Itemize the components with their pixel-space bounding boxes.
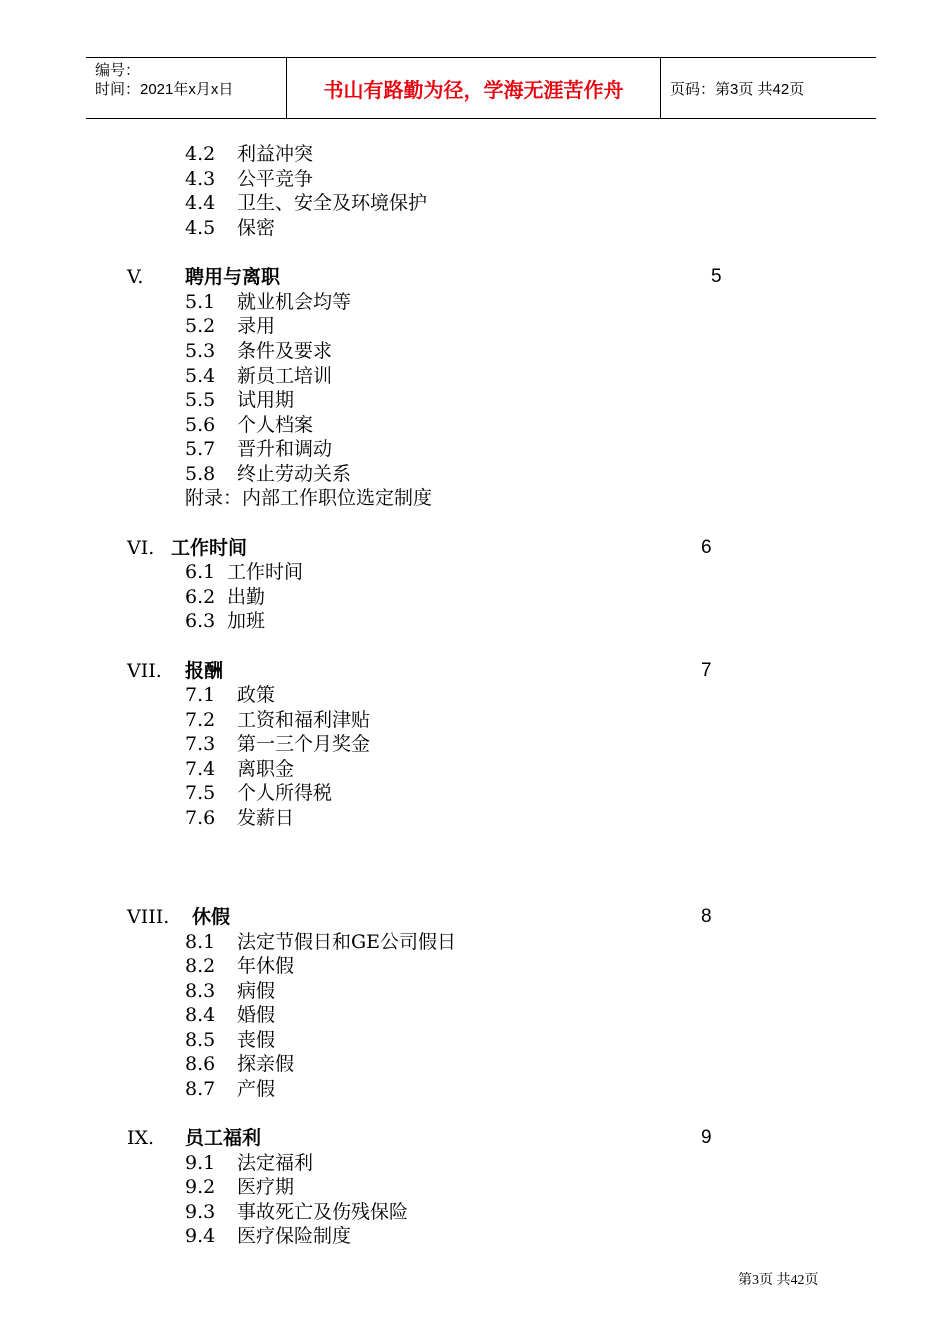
- toc-item: 5.5 试用期: [185, 389, 295, 411]
- page-footer: 第3页 共42页: [738, 1273, 819, 1288]
- toc-item: 5.2 录用: [185, 315, 276, 337]
- section-page: 8: [701, 906, 712, 927]
- toc-item: 8.6 探亲假: [185, 1053, 295, 1075]
- toc-item: 9.4 医疗保险制度: [185, 1225, 352, 1247]
- toc-item: 5.8 终止劳动关系: [185, 463, 352, 485]
- toc-item: 9.2 医疗期: [185, 1176, 295, 1198]
- page-header: [86, 57, 876, 119]
- toc-item: 8.4 婚假: [185, 1004, 276, 1026]
- toc-item: 6.2 出勤: [185, 586, 266, 608]
- header-meta: [86, 58, 286, 118]
- section-page: 7: [701, 660, 712, 681]
- section-numeral: VII.: [127, 660, 162, 682]
- toc-item: 5.1 就业机会均等: [185, 291, 352, 313]
- section-title: 工作时间: [171, 537, 248, 559]
- toc-item: 7.3 第一三个月奖金: [185, 733, 371, 755]
- toc-item: 7.6 发薪日: [185, 807, 295, 829]
- section-title: 报酬: [185, 660, 224, 682]
- section-numeral: V.: [127, 266, 144, 288]
- section-title: 聘用与离职: [185, 266, 281, 288]
- toc-appendix: 附录：内部工作职位选定制度: [185, 487, 433, 509]
- toc-item: 4.3 公平竞争: [185, 168, 314, 190]
- toc-item: 8.1 法定节假日和GE公司假日: [185, 931, 457, 953]
- toc-item: 8.2 年休假: [185, 955, 295, 977]
- toc-item: 5.7 晋升和调动: [185, 438, 333, 460]
- section-page: 6: [701, 537, 712, 558]
- toc-item: 8.3 病假: [185, 980, 276, 1002]
- toc-item: 8.7 产假: [185, 1078, 276, 1100]
- toc-item: 5.3 条件及要求: [185, 340, 333, 362]
- toc-item: 6.1 工作时间: [185, 561, 304, 583]
- section-page: 5: [711, 266, 722, 287]
- toc-item: 9.3 事故死亡及伤残保险: [185, 1201, 409, 1223]
- header-motto: 书山有路勤为径，学海无涯苦作舟: [286, 58, 661, 118]
- section-page: 9: [701, 1127, 712, 1148]
- toc-item: 6.3 加班: [185, 610, 266, 632]
- toc-item: 7.2 工资和福利津贴: [185, 709, 371, 731]
- toc-item: 7.1 政策: [185, 684, 276, 706]
- toc-item: 9.1 法定福利: [185, 1152, 314, 1174]
- section-numeral: VI.: [127, 537, 155, 559]
- section-title: 休假: [192, 906, 231, 928]
- header-page-label: 页码：第3页 共42页: [670, 80, 805, 98]
- number-label: 编号：: [95, 62, 141, 79]
- toc-item: 7.4 离职金: [185, 758, 295, 780]
- toc-item: 5.4 新员工培训: [185, 365, 333, 387]
- toc-item: 4.5 保密: [185, 217, 276, 239]
- section-numeral: IX.: [127, 1127, 155, 1149]
- section-title: 员工福利: [185, 1127, 262, 1149]
- toc-item: 4.4 卫生、安全及环境保护: [185, 192, 428, 214]
- toc-item: 8.5 丧假: [185, 1029, 276, 1051]
- toc-item: 7.5 个人所得税: [185, 782, 333, 804]
- time-label: 时间：2021年x月x日: [95, 81, 234, 98]
- toc-item: 5.6 个人档案: [185, 414, 314, 436]
- toc-item: 4.2 利益冲突: [185, 143, 314, 165]
- section-numeral: VIII.: [127, 906, 170, 928]
